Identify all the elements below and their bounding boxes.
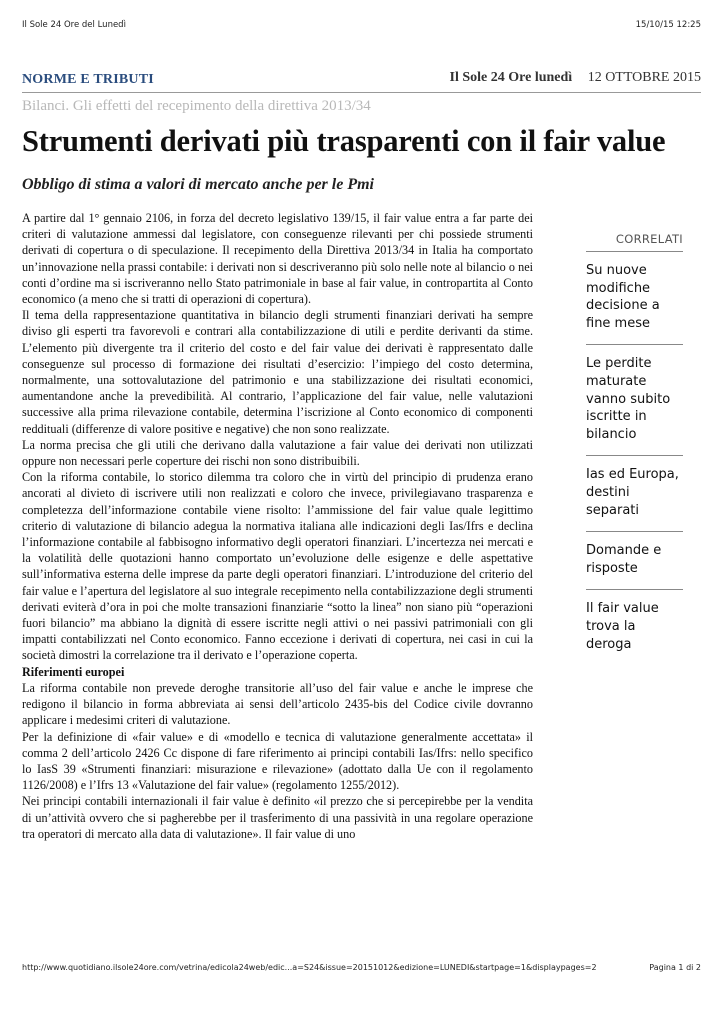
article-subheading: Riferimenti europei (22, 664, 125, 679)
article-body (22, 210, 533, 945)
related-sidebar (586, 232, 683, 665)
print-page-number: Pagina 1 di 2 (649, 963, 701, 972)
article-paragraph: La riforma contabile non prevede deroghe transitorie all’uso del fair value e anche le imprese che redigono il bilancio in forma abbreviata ai sensi dell’articolo 2435-bis del Codice civile dovranno applicare i medesimi criteri di valutazione. (22, 680, 533, 728)
print-footer (22, 963, 701, 972)
publication-date: 12 OTTOBRE 2015 (587, 70, 701, 85)
article-topbar (22, 70, 701, 88)
print-url: http://www.quotidiano.ilsole24ore.com/vetrina/edicola24web/edic...a=S24&issue=20151012&edizione=LUNEDI&startpage=1&displaypages=2 (22, 963, 597, 972)
print-header (22, 20, 701, 30)
article-paragraph: La norma precisa che gli utili che derivano dalla valutazione a fair value dei derivati non utilizzati oppure non necessari perle coperture dei rischi non sono distribuibili. (22, 437, 533, 469)
section-label[interactable]: NORME E TRIBUTI (22, 72, 154, 87)
article-title: Strumenti derivati più trasparenti con il fair value (22, 124, 666, 158)
article-subtitle: Obbligo di stima a valori di mercato anche per le Pmi (22, 176, 374, 193)
related-link[interactable]: Il fair value trova la deroga (586, 601, 659, 652)
article-paragraph: Nei principi contabili internazionali il fair value è definito «il prezzo che si percepirebbe per la vendita di un’attività ovvero che si pagherebbe per il trasferimento di una passività in una regolare operazione tra operatori di mercato alla data di valutazione». Il fair value di uno (22, 794, 533, 841)
article-paragraph: Il tema della rappresentazione quantitativa in bilancio degli strumenti finanziari derivati ha sempre diviso gli esperti tra favorevoli e contrari alla contabilizzazione di utili e perdite derivanti da stime. L’elemento più divergente tra il criterio del costo e del fair value dei derivati è rappresentato dalle conseguenze sul processo di formazione dei risultati d’esercizio: l’impiego del costo determina, normalmente, una sottovalutazione del patrimonio e una stabilizzazione dei risultati economici, aumentandone anche la prevedibilità. Al contrario, l’applicazione del fair value, nelle valutazioni successive alla prima rilevazione contabile, determina l’iscrizione al Conto economico di componenti reddituali (differenze di valore positive e negative) che non sono realizzate. (22, 308, 533, 436)
related-link[interactable]: Le perdite maturate vanno subito iscritte in bilancio (586, 345, 683, 456)
print-timestamp: 15/10/15 12:25 (635, 20, 701, 30)
header-divider (22, 92, 701, 93)
related-link[interactable]: Su nuove modifiche decisione a fine mese (586, 252, 683, 345)
article-kicker: Bilanci. Gli effetti del recepimento della direttiva 2013/34 (22, 98, 371, 114)
related-link[interactable]: Domande e risposte (586, 532, 683, 590)
article-paragraph: A partire dal 1° gennaio 2106, in forza del decreto legislativo 139/15, il fair value entra a far parte dei criteri di valutazione ammessi dal legislatore, con conseguenze rilevanti per chi possiede strumenti derivati di copertura o di speculazione. Il recepimento della Direttiva 2013/34 in Italia ha comportato un’innovazione nella prassi contabile: i derivati non si descriveranno più solo nelle note al bilancio o nei conti d’ordine ma si iscriveranno nello Stato patrimoniale in base al fair value, in contropartita al Conto economico (a meno che si tratti di operazioni di copertura). (22, 211, 533, 307)
related-link[interactable]: Ias ed Europa, destini separati (586, 456, 683, 532)
print-page-title: Il Sole 24 Ore del Lunedì (22, 20, 126, 30)
article-paragraph: Con la riforma contabile, lo storico dilemma tra coloro che in virtù del principio di prudenza erano ancorati al divieto di iscrivere utili non realizzati e coloro che invece, privilegiavano trasparenza e completezza dell’informazione contabile viene risolto: l’ammissione del fair value quale legittimo criterio di valutazione di bilancio adegua la normativa italiana alle indicazioni degli Ias/Ifrs e declina l’informazione contabile al fabbisogno informativo degli operatori finanziari. L’incertezza nei mercati e la volatilità delle quotazioni hanno comportato un’evoluzione delle esigenze e delle aspettative sull’informativa esterna delle imprese da parte degli operatori finanziari. L’introduzione del criterio del fair value e l’apertura del legislatore al suo integrale recepimento nella contabilizzazione degli strumenti derivati eviterà d’ora in poi che molte transazioni finanziarie “sotto la linea” non siano più “operazioni fuori bilancio” ma abbiano la dignità di essere iscritte negli attivi o nei passivi patrimoniali con gli impatti contabilizzati nel Conto economico. Fanno eccezione i derivati di copertura, nei casi in cui la società dimostri la correlazione tra il derivato e l’operazione coperta. (22, 470, 533, 663)
source-label: Il Sole 24 Ore lunedì (449, 70, 573, 85)
related-heading: CORRELATI (586, 232, 683, 252)
article-paragraph: Per la definizione di «fair value» e di «modello e tecnica di valutazione generalmente accettata» il comma 2 dell’articolo 2426 Cc dispone di fare riferimento ai principi contabili Ias/Ifrs: nello specifico lo IasS 39 «Strumenti finanziari: misurazione e rilevazione» (adottato dalla Ue con il regolamento 1126/2008) e l’Ifrs 13 «Valutazione del fair value» (regolamento 1255/2012). (22, 729, 533, 793)
